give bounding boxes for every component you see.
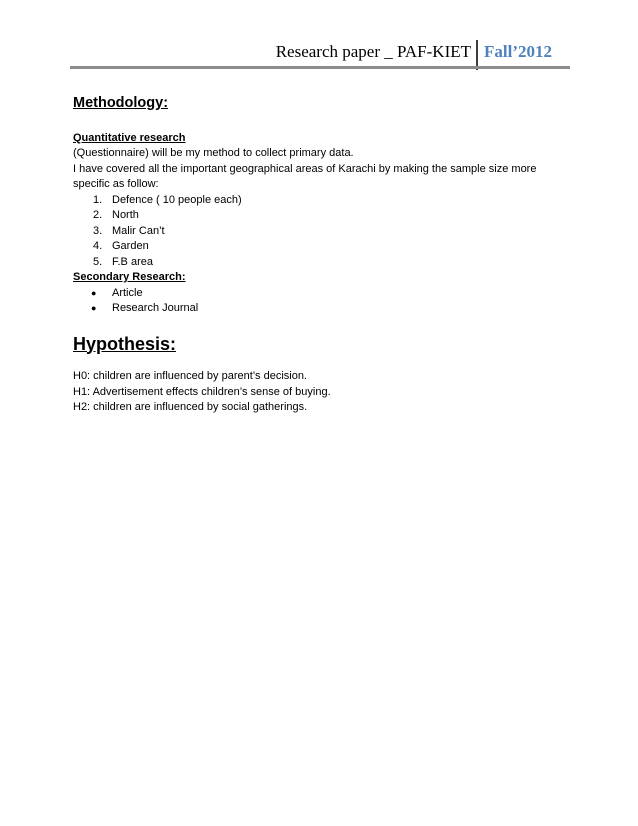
methodology-line-1: (Questionnaire) will be my method to collect primary data.: [73, 147, 354, 159]
area-list: [73, 193, 573, 271]
list-number: 1.: [93, 193, 103, 206]
document-body: [73, 96, 573, 416]
header-year: Fall’2012: [484, 42, 552, 61]
list-item: [73, 208, 573, 224]
bullet-icon: ●: [91, 287, 97, 298]
list-number: 4.: [93, 240, 103, 252]
list-number: 5.: [93, 255, 103, 268]
list-number: 3.: [93, 224, 103, 237]
list-item: [73, 255, 573, 271]
bullet-icon: ●: [91, 303, 97, 313]
hypothesis-line: H2: children are influenced by social gatherings.: [73, 401, 308, 413]
list-text: F.B area: [112, 255, 153, 268]
secondary-list: [73, 286, 573, 317]
methodology-line-2: I have covered all the important geographical areas of Karachi by making the sample size more: [73, 162, 537, 175]
list-text: Malir Can’t: [112, 224, 165, 237]
list-text: Garden: [112, 240, 149, 252]
list-text: Research Journal: [112, 302, 199, 314]
hypothesis-line: H1: Advertisement effects children’s sense of buying.: [73, 385, 331, 398]
list-text: Article: [112, 286, 143, 299]
list-text: North: [112, 209, 139, 221]
list-item: [73, 239, 573, 255]
list-item: [73, 193, 573, 209]
hypothesis-line: H0: children are influenced by parent’s decision.: [73, 370, 307, 382]
secondary-research-heading: Secondary Research:: [73, 271, 186, 283]
list-item: [73, 301, 573, 317]
quantitative-heading: Quantitative research: [73, 131, 186, 144]
header-title: Research paper _ PAF-KIET: [275, 42, 471, 61]
list-text: Defence ( 10 people each): [112, 193, 242, 206]
header-rule: [70, 66, 570, 69]
list-item: [73, 286, 573, 302]
methodology-line-3: specific as follow:: [73, 178, 159, 190]
methodology-heading: Methodology:: [73, 95, 169, 111]
list-item: [73, 224, 573, 240]
list-number: 2.: [93, 209, 103, 221]
hypothesis-heading: Hypothesis:: [73, 333, 177, 354]
